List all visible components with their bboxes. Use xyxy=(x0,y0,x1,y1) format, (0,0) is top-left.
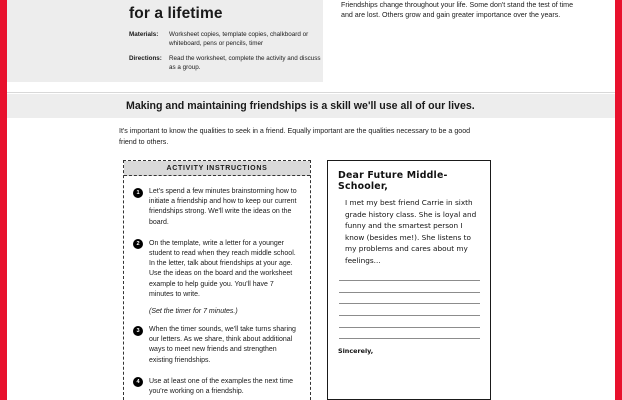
activity-header-label: ACTIVITY INSTRUCTIONS xyxy=(166,164,268,172)
lede-paragraph: It's important to know the qualities to seek in a friend. Equally important are the qualities necessary to be a good friend to others. xyxy=(119,127,471,146)
blank-line xyxy=(339,304,480,316)
step-number: 4 xyxy=(133,377,143,387)
letter-signature: Sincerely, xyxy=(338,347,374,356)
materials-row xyxy=(129,31,325,48)
letter-template xyxy=(327,160,491,400)
left-red-rail xyxy=(0,0,7,400)
list-item xyxy=(133,325,300,366)
step-text: Use at least one of the examples the next time you're working on a friendship. xyxy=(149,377,293,396)
list-item xyxy=(133,239,300,300)
header-divider xyxy=(7,92,615,93)
step-number: 3 xyxy=(133,326,143,336)
step-text: Let's spend a few minutes brainstorming how to initiate a friendship and how to keep our current friendships strong. We'll write the ideas on the board. xyxy=(149,188,297,226)
directions-label: Directions: xyxy=(129,55,162,62)
blank-line xyxy=(339,270,480,282)
activity-header xyxy=(124,161,310,176)
step-text: On the template, write a letter for a younger student to read when they reach middle school. In the letter, talk about friendships at your age. Use the ideas on the board and the worksheet example to help guide you. You'll have 7 minutes to write. xyxy=(149,239,296,298)
letter-body-text: I met my best friend Carrie in sixth grade history class. She is loyal and funny and the smartest person I know (besides me!). She listens to my problems and cares about my feelings... xyxy=(345,198,477,265)
top-header-block xyxy=(7,0,615,92)
step-number: 1 xyxy=(133,188,143,198)
list-item xyxy=(133,187,300,228)
letter-salutation: Dear Future Middle-Schooler, xyxy=(338,170,448,192)
blank-line xyxy=(339,293,480,305)
step-text: When the timer sounds, we'll take turns sharing our letters. As we share, think about additional ways to meet new friends and strengthen existing friendships. xyxy=(149,326,296,364)
directions-row xyxy=(129,55,325,72)
right-red-rail xyxy=(615,0,622,400)
directions-value: Read the worksheet, complete the activity and discuss as a group. xyxy=(169,55,321,71)
timer-note: (Set the timer for 7 minutes.) xyxy=(149,308,238,316)
step-number: 2 xyxy=(133,239,143,249)
list-item xyxy=(133,377,300,397)
blank-line xyxy=(339,316,480,328)
materials-label: Materials: xyxy=(129,31,159,38)
page-title: for a lifetime xyxy=(129,5,223,22)
intro-paragraph: Friendships change throughout your life. Some don't stand the test of time and are lost. Others grow and gain greater importance over the years. xyxy=(341,1,574,20)
blank-line xyxy=(339,281,480,293)
headline-text: Making and maintaining friendships is a skill we'll use all of our lives. xyxy=(126,100,475,112)
letter-blank-lines xyxy=(338,270,480,340)
headline-band xyxy=(7,94,615,118)
activity-step-list xyxy=(124,176,310,397)
activity-instructions-panel xyxy=(123,160,311,400)
blank-line xyxy=(339,328,480,340)
materials-value: Worksheet copies, template copies, chalkboard or whiteboard, pens or pencils, timer xyxy=(169,31,309,47)
